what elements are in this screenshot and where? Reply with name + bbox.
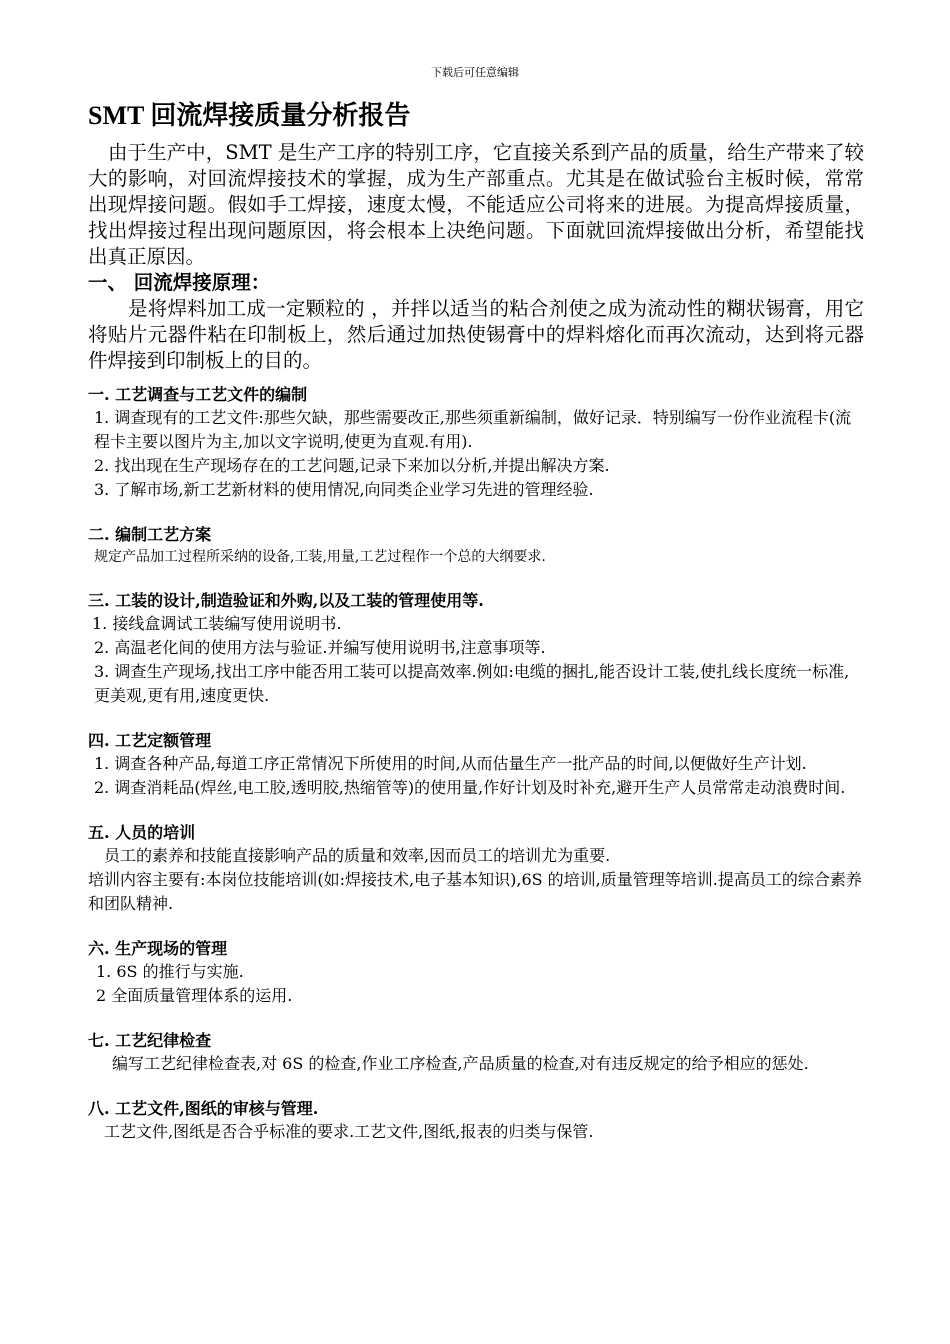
list-item: 2. 高温老化间的使用方法与验证.并编写使用说明书,注意事项等. xyxy=(94,638,546,657)
section-text: 工艺文件,图纸是否合乎标准的要求.工艺文件,图纸,报表的归类与保管. xyxy=(104,1122,594,1141)
list-item: 1. 接线盒调试工装编写使用说明书. xyxy=(92,614,342,633)
header-note: 下载后可任意编辑 xyxy=(431,66,519,79)
list-item: 2 全面质量管理体系的运用. xyxy=(96,986,293,1005)
principle-paragraph: 是将焊料加工成一定颗粒的 ，并拌以适当的粘合剂使之成为流动性的糊状锡膏，用它将贴片元器件粘在印制板上，然后通过加热使锡膏中的焊料熔化而再次流动，达到将元器件焊接到印制板上的目的。 xyxy=(88,297,864,372)
section-heading-7: 七. 工艺纪律检查 xyxy=(88,1031,212,1050)
section-heading-2: 二. 编制工艺方案 xyxy=(88,525,212,544)
list-item: 3. 了解市场,新工艺新材料的使用情况,向同类企业学习先进的管理经验. xyxy=(94,480,594,499)
document-body xyxy=(88,98,864,1144)
section-heading-3: 三. 工装的设计,制造验证和外购,以及工装的管理使用等. xyxy=(88,591,484,610)
section-heading-5: 五. 人员的培训 xyxy=(88,823,196,842)
list-item: 1. 6S 的推行与实施. xyxy=(96,962,244,981)
section-heading-6: 六. 生产现场的管理 xyxy=(88,939,228,958)
section-text: 规定产品加工过程所采纳的设备,工装,用量,工艺过程作一个总的大纲要求. xyxy=(94,549,546,565)
section-heading-4: 四. 工艺定额管理 xyxy=(88,731,212,750)
principle-heading: 一、 回流焊接原理： xyxy=(88,271,271,294)
list-item: 3. 调查生产现场,找出工序中能否用工装可以提高效率.例如:电缆的捆扎,能否设计工装,使扎线长度统一标准,更美观,更有用,速度更快. xyxy=(94,662,850,705)
section-text: 员工的素养和技能直接影响产品的质量和效率,因而员工的培训尤为重要. xyxy=(104,846,611,865)
list-item: 1. 调查各种产品,每道工序正常情况下所使用的时间,从而估量生产一批产品的时间,以便做好生产计划. xyxy=(94,754,807,773)
section-heading-8: 八. 工艺文件,图纸的审核与管理. xyxy=(88,1099,319,1118)
document-title: SMT 回流焊接质量分析报告 xyxy=(88,101,411,130)
list-item: 2. 找出现在生产现场存在的工艺问题,记录下来加以分析,并提出解决方案. xyxy=(94,456,610,475)
section-text: 培训内容主要有:本岗位技能培训(如:焊接技术,电子基本知识),6S 的培训,质量管理等培训.提高员工的综合素养和团队精神. xyxy=(88,870,862,913)
list-item: 1. 调查现有的工艺文件:那些欠缺，那些需要改正,那些须重新编制，做好记录．特别编写一份作业流程卡(流程卡主要以图片为主,加以文字说明,使更为直观.有用). xyxy=(94,408,852,451)
intro-paragraph: 由于生产中，SMT 是生产工序的特别工序，它直接关系到产品的质量，给生产带来了较大的影响，对回流焊接技术的掌握，成为生产部重点。尤其是在做试验台主板时候，常常出现焊接问题。假如手工焊接，速度太慢，不能适应公司将来的进展。为提高焊接质量，找出焊接过程出现问题原因，将会根本上决绝问题。下面就回流焊接做出分析，希望能找出真正原因。 xyxy=(88,141,864,268)
section-text: 编写工艺纪律检查表,对 6S 的检查,作业工序检查,产品质量的检查,对有违反规定的给予相应的惩处. xyxy=(112,1054,809,1073)
section-heading-1: 一. 工艺调查与工艺文件的编制 xyxy=(88,385,308,404)
list-item: 2. 调查消耗品(焊丝,电工胶,透明胶,热缩管等)的使用量,作好计划及时补充,避开生产人员常常走动浪费时间. xyxy=(94,778,846,797)
